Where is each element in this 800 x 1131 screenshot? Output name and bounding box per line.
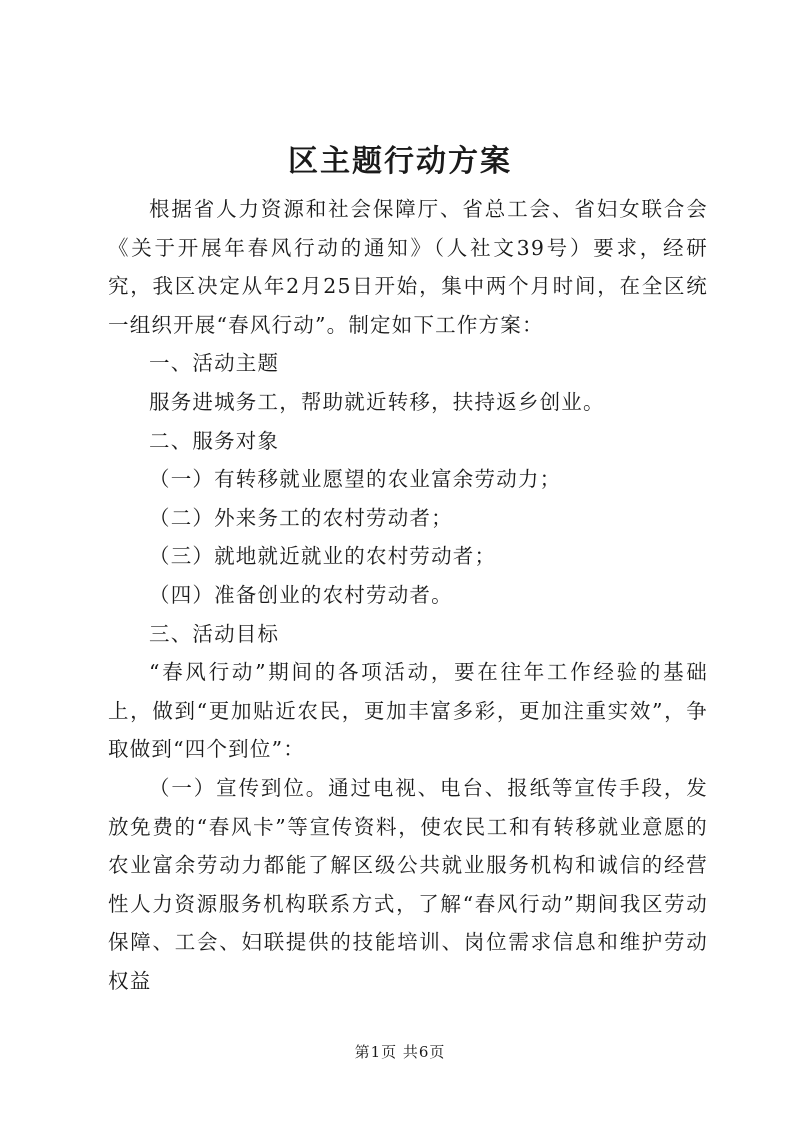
list-item-target-3: （三）就地就近就业的农村劳动者； bbox=[149, 544, 497, 569]
list-item-target-1: （一）有转移就业愿望的农业富余劳动力； bbox=[149, 467, 562, 492]
paragraph-goals: “春风行动”期间的各项活动，要在往年工作经验的基础上，做到“更加贴近农民，更加丰富多彩，更加注重实效”，争取做到“四个到位”： bbox=[108, 660, 708, 762]
document-title: 区主题行动方案 bbox=[288, 144, 512, 179]
document-body bbox=[108, 190, 708, 1000]
page-footer: 第1页 共6页 bbox=[354, 1043, 446, 1061]
paragraph-theme: 服务进城务工，帮助就近转移，扶持返乡创业。 bbox=[149, 389, 605, 414]
section-heading-targets: 二、服务对象 bbox=[149, 428, 280, 453]
paragraph-intro: 根据省人力资源和社会保障厅、省总工会、省妇女联合会《关于开展年春风行动的通知》（人社文39号）要求，经研究，我区决定从年2月25日开始，集中两个月时间，在全区统一组织开展“春风行动”。制定如下工作方案： bbox=[108, 197, 708, 337]
paragraph-publicity: （一）宣传到位。通过电视、电台、报纸等宣传手段，发放免费的“春风卡”等宣传资料，使农民工和有转移就业意愿的农业富余劳动力都能了解区级公共就业服务机构和诚信的经营性人力资源服务机构联系方式，了解“春风行动”期间我区劳动保障、工会、妇联提供的技能培训、岗位需求信息和维护劳动权益 bbox=[108, 775, 708, 993]
section-heading-goals: 三、活动目标 bbox=[149, 621, 280, 646]
list-item-target-2: （二）外来务工的农村劳动者； bbox=[149, 505, 453, 530]
section-heading-theme: 一、活动主题 bbox=[149, 351, 280, 376]
list-item-target-4: （四）准备创业的农村劳动者。 bbox=[149, 582, 453, 607]
